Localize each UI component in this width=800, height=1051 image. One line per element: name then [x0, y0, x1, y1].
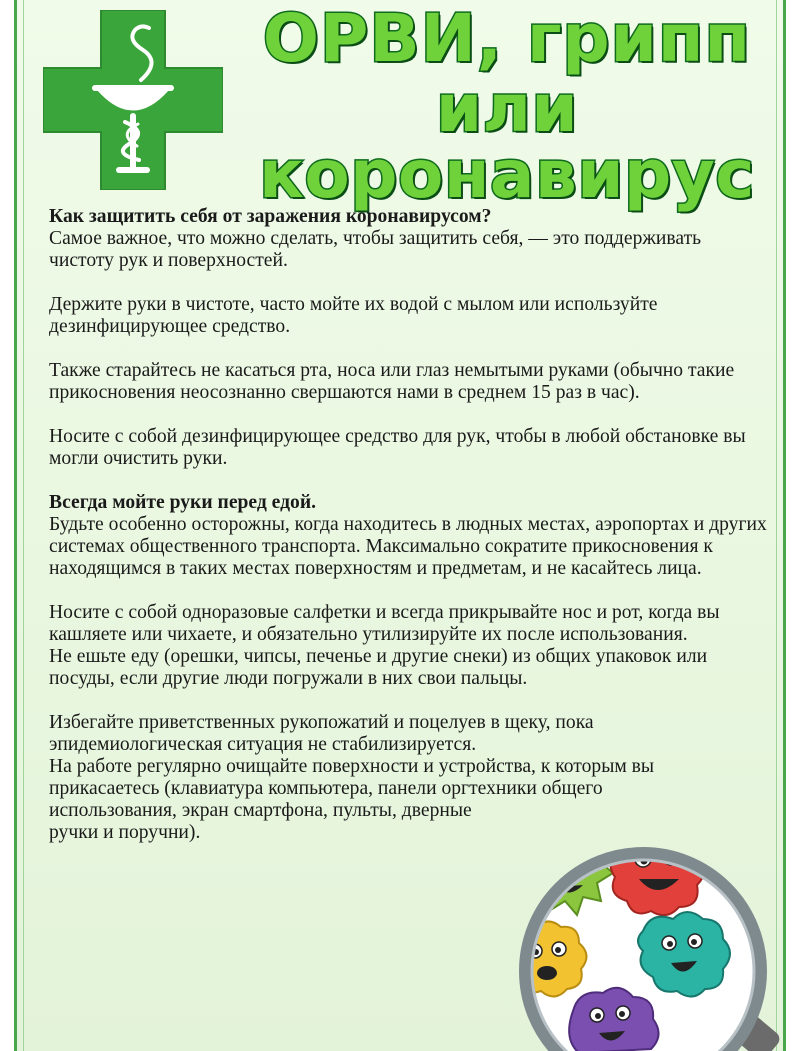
paragraph-clean-surfaces: На работе регулярно очищайте поверхности и устройства, к которым вы прикасаетесь (клавиатура компьютера, панели оргтехники общего [49, 756, 655, 799]
paragraph-face-touching: Также старайтесь не касаться рта, носа или глаз немытыми руками (обычно такие прикосновения неосознанно свершаются нами в среднем 15 раз в час). [49, 360, 735, 403]
paragraph-main-advice: Самое важное, что можно сделать, чтобы защитить себя, — это поддерживать чистоту рук и поверхностей. [49, 228, 702, 271]
title-line-2: или коронавирус [259, 70, 755, 213]
section-heading-wash-hands: Всегда мойте руки перед едой. [49, 492, 317, 513]
paragraph-shared-food: Не ешьте еду (орешки, чипсы, печенье и другие снеки) из общих упаковок или посуды, если другие люди погружали в них свои пальцы. [49, 646, 708, 689]
poster [14, 0, 786, 1051]
magnifying-glass-germs-icon [483, 821, 783, 1051]
paragraph-public-places: Будьте особенно осторожны, когда находитесь в людных местах, аэропортах и других системах общественного транспорта. Максимально сократите прикосновения к находящимся в таких местах поверхностям и предметам, и не касайтесь лица. [49, 514, 767, 579]
title-line-1: ОРВИ, грипп [262, 0, 752, 77]
article-body [49, 206, 769, 866]
poster-title [227, 0, 786, 213]
paragraph-hand-hygiene: Держите руки в чистоте, часто мойте их водой с мылом или используйте дезинфицирующее средство. [49, 294, 658, 337]
paragraph-tissues: Носите с собой одноразовые салфетки и всегда прикрывайте нос и рот, когда вы кашляете или чихаете, и обязательно утилизируйте их после использования. [49, 602, 720, 645]
pharmacy-cross-icon [43, 10, 223, 190]
paragraph-clean-surfaces-end: использования, экран смартфона, пульты, дверные ручки и поручни). [49, 800, 472, 843]
paragraph-sanitizer: Носите с собой дезинфицирующее средство для рук, чтобы в любой обстановке вы могли очистить руки. [49, 426, 746, 469]
paragraph-handshakes: Избегайте приветственных рукопожатий и поцелуев в щеку, пока эпидемиологическая ситуация не стабилизируется. [49, 712, 594, 755]
section-heading-protection: Как защитить себя от заражения коронавирусом? [49, 206, 492, 227]
